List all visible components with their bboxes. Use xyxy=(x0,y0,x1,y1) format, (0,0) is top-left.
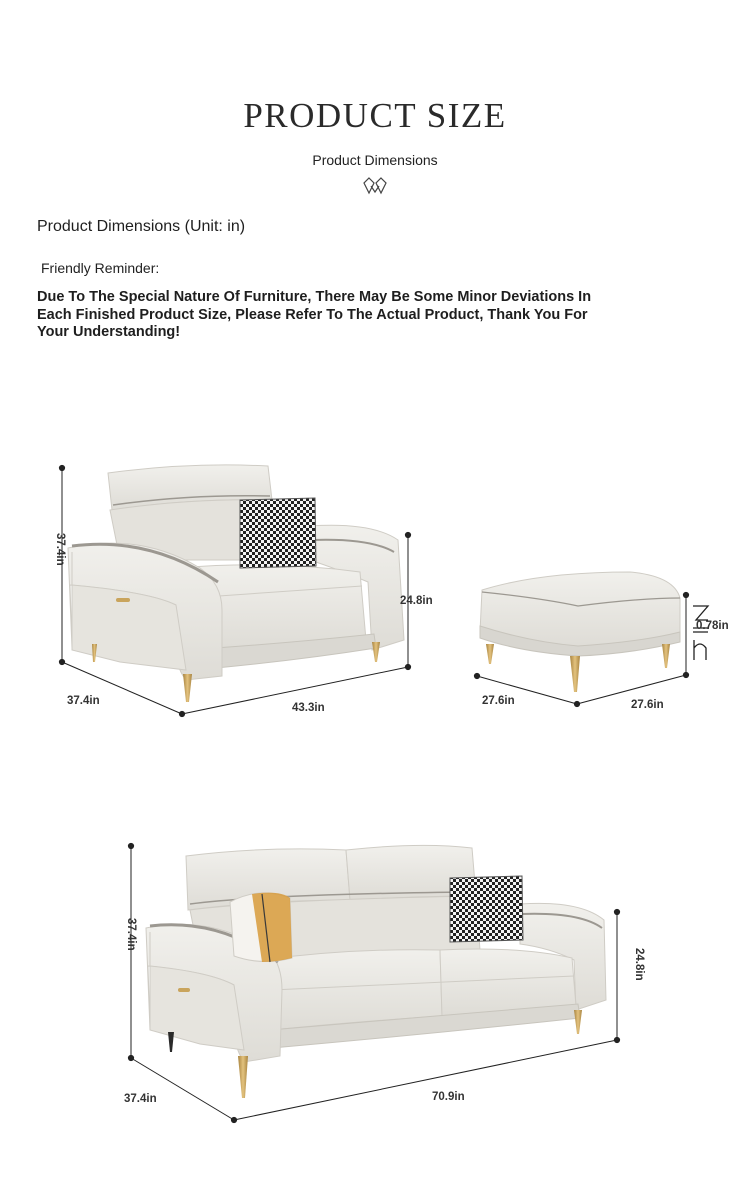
armchair-width-label: 43.3in xyxy=(292,702,325,714)
reminder-label: Friendly Reminder: xyxy=(41,260,160,276)
loveseat-depth-label: 37.4in xyxy=(124,1093,157,1105)
loveseat-width-label: 70.9in xyxy=(432,1091,465,1103)
armchair-height-label: 37.4in xyxy=(54,533,66,566)
ottoman-height-label: 0.78in xyxy=(696,620,729,632)
ottoman-length-label: 27.6in xyxy=(482,695,515,707)
armchair-depth-label: 37.4in xyxy=(67,695,100,707)
loveseat-illustration xyxy=(146,845,606,1098)
armchair-illustration xyxy=(68,465,404,702)
ottoman-width-label: 27.6in xyxy=(631,699,664,711)
loveseat-seat-height-label: 24.8in xyxy=(633,948,645,981)
loveseat-height-label: 37.4in xyxy=(125,918,137,951)
page-subtitle: Product Dimensions xyxy=(312,152,438,168)
ottoman-height-glyph xyxy=(693,606,708,660)
reminder-text: Due To The Special Nature Of Furniture, There May Be Some Minor Deviations In Each Finished Product Size, Please Refer To The Actual Product, Thank You For Your Understanding! xyxy=(37,289,592,340)
armchair-seat-height-label: 24.8in xyxy=(400,595,433,607)
ottoman-illustration xyxy=(480,572,680,692)
page-title: PRODUCT SIZE xyxy=(243,96,507,135)
dimensions-heading: Product Dimensions (Unit: in) xyxy=(37,218,246,235)
